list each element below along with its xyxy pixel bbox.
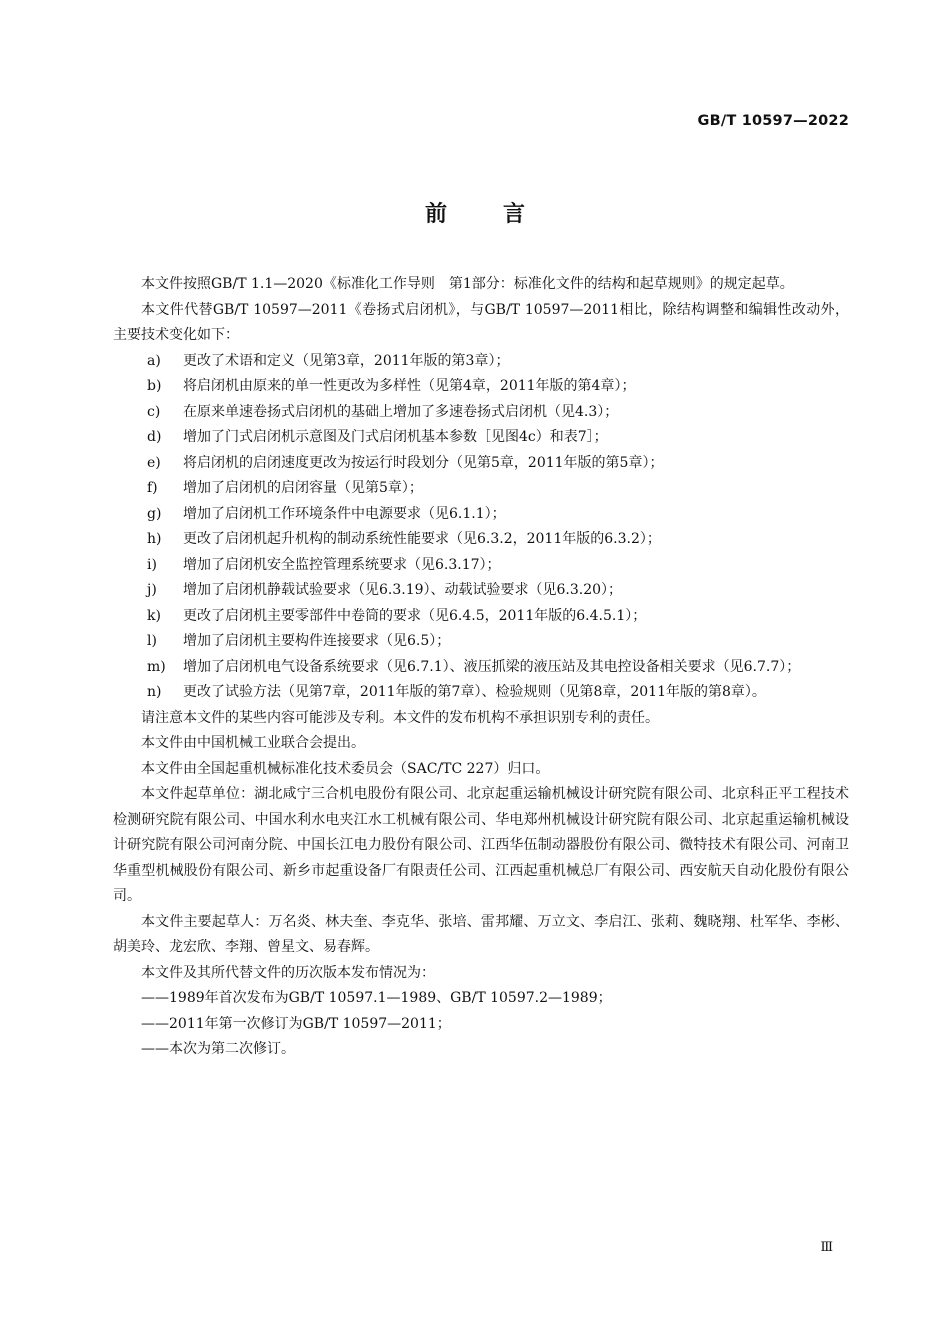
paragraph-patent-notice: 请注意本文件的某些内容可能涉及专利。本文件的发布机构不承担识别专利的责任。 [141, 709, 659, 726]
standard-code: GB/T 10597—2022 [697, 113, 849, 129]
list-item [113, 476, 849, 502]
changes-list [113, 349, 849, 706]
history-item: ——1989年首次发布为GB/T 10597.1—1989、GB/T 10597.2—1989； [141, 990, 612, 1006]
list-item-text: 增加了启闭机电气设备系统要求（见6.7.1）、液压抓梁的液压站及其电控设备相关要求（见6.7.7）； [183, 658, 801, 675]
document-body [113, 272, 849, 1063]
list-item [113, 578, 849, 604]
paragraph-drafting-rules: 本文件按照GB/T 1.1—2020《标准化工作导则 第1部分：标准化文件的结构和起草规则》的规定起草。 [141, 276, 794, 292]
list-item [113, 502, 849, 528]
list-item-text: 增加了启闭机的启闭容量（见第5章）； [183, 480, 423, 496]
list-item-text: 增加了门式启闭机示意图及门式启闭机基本参数［见图4c）和表7］； [183, 429, 608, 445]
paragraph-drafting-units: 本文件起草单位：湖北咸宁三合机电股份有限公司、北京起重运输机械设计研究院有限公司、北京科正平工程技术检测研究院有限公司、中国水利水电夹江水工机械有限公司、华电郑州机械设计研究院有限公司、北京起重运输机械设计研究院有限公司河南分院、中国长江电力股份有限公司、江西华伍制动器股份有限公司、微特技术有限公司、河南卫华重型机械股份有限公司、新乡市起重设备厂有限责任公司、江西起重机械总厂有限公司、西安航天自动化股份有限公司。 [113, 786, 849, 904]
list-item-label: k) [147, 607, 161, 624]
list-item-label: h) [147, 531, 162, 547]
paragraph-drafters: 本文件主要起草人：万名炎、林夫奎、李克华、张培、雷邦耀、万立文、李启江、张莉、魏晓翔、杜军华、李彬、胡美玲、龙宏欣、李翔、曾星文、易春辉。 [113, 913, 849, 955]
list-item-text: 增加了启闭机主要构件连接要求（见6.5）； [183, 633, 451, 649]
list-item [113, 374, 849, 400]
list-item [113, 527, 849, 553]
page-number: Ⅲ [820, 1240, 833, 1255]
paragraph-proposer: 本文件由中国机械工业联合会提出。 [141, 735, 365, 751]
history-list [113, 986, 849, 1063]
history-item: ——本次为第二次修订。 [141, 1041, 295, 1057]
list-item-text: 将启闭机由原来的单一性更改为多样性（见第4章，2011年版的第4章）； [183, 378, 636, 394]
list-item-label: n) [147, 684, 162, 700]
paragraph-replacement: 本文件代替GB/T 10597—2011《卷扬式启闭机》，与GB/T 10597—2011相比，除结构调整和编辑性改动外，主要技术变化如下： [113, 301, 849, 343]
list-item-label: a) [147, 352, 161, 369]
list-item-text: 更改了术语和定义（见第3章，2011年版的第3章）； [183, 352, 510, 369]
page-title: 前言 [424, 202, 581, 227]
list-item-label: g) [147, 505, 162, 522]
list-item [113, 425, 849, 451]
list-item-label: d) [147, 429, 162, 445]
list-item [113, 553, 849, 579]
list-item-label: i) [147, 556, 157, 573]
list-item-text: 更改了启闭机主要零部件中卷筒的要求（见6.4.5，2011年版的6.4.5.1）； [183, 607, 647, 624]
paragraph-history-intro: 本文件及其所代替文件的历次版本发布情况为： [141, 964, 435, 981]
list-item-text: 增加了启闭机安全监控管理系统要求（见6.3.17）； [183, 556, 501, 573]
list-item-label: b) [147, 378, 162, 394]
list-item [113, 349, 849, 375]
list-item [113, 451, 849, 477]
list-item-label: l) [147, 633, 157, 649]
paragraph-committee: 本文件由全国起重机械标准化技术委员会（SAC/TC 227）归口。 [141, 760, 550, 777]
list-item-text: 更改了试验方法（见第7章，2011年版的第7章）、检验规则（见第8章，2011年版的第8章）。 [183, 684, 766, 700]
list-item-text: 增加了启闭机静载试验要求（见6.3.19）、动载试验要求（见6.3.20）； [183, 582, 623, 598]
list-item [113, 680, 849, 706]
list-item-label: e) [147, 454, 161, 471]
list-item-text: 在原来单速卷扬式启闭机的基础上增加了多速卷扬式启闭机（见4.3）； [183, 403, 619, 420]
list-item [113, 400, 849, 426]
list-item-text: 增加了启闭机工作环境条件中电源要求（见6.1.1）； [183, 505, 506, 522]
list-item-label: m) [147, 658, 166, 675]
list-item-label: f) [147, 480, 158, 496]
list-item [113, 655, 849, 681]
list-item-label: j) [147, 582, 157, 598]
history-item: ——2011年第一次修订为GB/T 10597—2011； [141, 1015, 451, 1032]
list-item-text: 将启闭机的启闭速度更改为按运行时段划分（见第5章，2011年版的第5章）； [183, 454, 664, 471]
list-item [113, 604, 849, 630]
list-item-label: c) [147, 403, 161, 420]
list-item-text: 更改了启闭机起升机构的制动系统性能要求（见6.3.2，2011年版的6.3.2）； [183, 531, 661, 547]
list-item [113, 629, 849, 655]
